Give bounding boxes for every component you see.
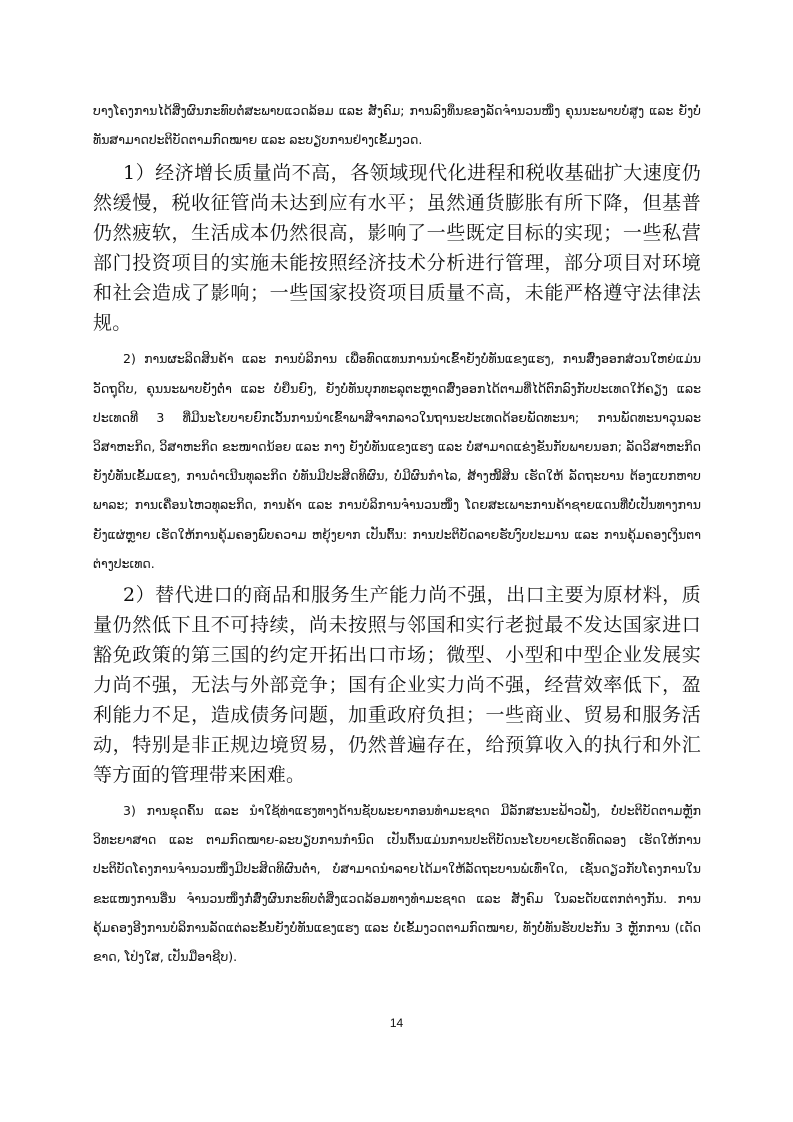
page-number: 14 (389, 1016, 404, 1030)
paragraph-lao-3: 3) ການຂຸດຄົ້ນ ແລະ ນໍາໃຊ້ທ່າແຮງທາງດ້ານຊັບພະຍາກອນທຳມະຊາດ ມີລັກສະນະຟ້າວຟັ່ງ, ບໍ່ປະຕິບັດຕາມຫຼັກວິທະຍາສາດ ແລະ ຕາມກົດໝາຍ-ລະບຽບການກຳນົດ ເປັນຕົ້ນແມ່ນການປະຕິບັດນະໂຍບາຍເຮັດທົດລອງ ເຮັດໃຫ້ການປະຕິບັດໂຄງການຈຳນວນໜຶ່ງມີປະສິດທິຜົນຕໍ່າ, ບໍ່ສາມາດນໍາລາຍໄດ້ມາໃຫ້ລັດຖະບານພໍເທົ່າໃດ, ເຊັ່ນດຽວກັບໂຄງການໃນຂະແໜງການອື່ນ ຈຳນວນໜຶ່ງກໍ່ສົ່ງຜົນກະທົບຕໍ່ສິ່ງແວດລ້ອມທາງທຳມະຊາດ ແລະ ສັງຄົມ ໃນລະດັບແຕກຕ່າງກັນ. ການຄຸ້ມຄອງອີງການບໍລິການລັດແຕ່ລະຂັ້ນຍັງບໍ່ທັນແຂງແຮງ ແລະ ບໍ່ເຂັ້ມງວດຕາມກົດໝາຍ, ທັງບໍ່ທັນຮັບປະກັນ 3 ຫຼັກການ (ເດັດຂາດ, ໂປ່ງໃສ, ເປັນມືອາຊີບ). (93, 803, 701, 965)
paragraph-chinese-2: 2）替代进口的商品和服务生产能力尚不强，出口主要为原材料，质量仍然低下且不可持续，尚未按照与邻国和实行老挝最不发达国家进口豁免政策的第三国的约定开拓出口市场；微型、小型和中型企业发展实力尚不强，无法与外部竞争；国有企业实力尚不强，经营效率低下，盈利能力不足，造成债务问题，加重政府负担；一些商业、贸易和服务活动，特别是非正规边境贸易，仍然普遍存在，给预算收入的执行和外汇等方面的管理带来困难。 (93, 584, 701, 787)
paragraph-chinese-1: 1）经济增长质量尚不高，各领域现代化进程和税收基础扩大速度仍然缓慢，税收征管尚未达到应有水平；虽然通货膨胀有所下降，但基普仍然疲软，生活成本仍然很高，影响了一些既定目标的实现；一些私营部门投资项目的实施未能按照经济技术分析进行管理，部分项目对环境和社会造成了影响；一些国家投资项目质量不高，未能严格遵守法律法规。 (93, 162, 701, 335)
page-content (93, 96, 701, 971)
paragraph-lao-2: 2) ການຜະລິດສິນຄ້າ ແລະ ການບໍລິການ ເພື່ອທົດແທນການນໍາເຂົ້າຍັງບໍ່ທັນແຂງແຮງ, ການສົ່ງອອກສ່ວນໃຫຍ່ແມ່ນວັດຖຸດິບ, ຄຸນນະພາບຍັງຕໍ່າ ແລະ ບໍ່ຍືນຍົງ, ຍັງບໍ່ທັນບຸກທະລຸຕະຫຼາດສົ່ງອອກໄດ້ຕາມທີ່ໄດ້ຕົກລົງກັບປະເທດໃກ້ຄຽງ ແລະ ປະເທດທີ 3 ທີ່ມີນະໂຍບາຍຍົກເວັ້ນການນໍາເຂົ້າພາສີຈາກລາວໃນຖານະປະເທດດ້ອຍພັດທະນາ; ການພັດທະນາວຸນລະວິສາຫະກິດ, ວິສາຫະກິດ ຂະໜາດນ້ອຍ ແລະ ກາງ ຍັງບໍ່ທັນແຂງແຮງ ແລະ ບໍ່ສາມາດແຂ່ງຂັນກັບພາຍນອກ; ລັດວິສາຫະກິດ ຍັງບໍ່ທັນເຂັ້ມແຂງ, ການດຳເນີນທຸລະກິດ ບໍ່ທັນມີປະສິດທິຜົນ, ບໍ່ມີຜົນກຳໄລ, ສ້າງໜີ້ສິນ ເຮັດໃຫ້ ລັດຖະບານ ຕ້ອງແບກຫາບພາລະ; ການເຄື່ອນໄຫວທຸລະກິດ, ການຄ້າ ແລະ ການບໍລິການຈຳນວນໜຶ່ງ ໂດຍສະເພາະການຄ້າຊາຍແດນທີ່ບໍ່ເປັນທາງການຍັງແຜ່ຫຼາຍ ເຮັດໃຫ້ການຄຸ້ມຄອງພົບຄວາມ ຫຍຸ້ງຍາກ ເປັນຕົ້ນ: ການປະຕິບັດລາຍຮັບງົບປະມານ ແລະ ການຄຸ້ມຄອງເງິນຕາຕ່າງປະເທດ. (93, 351, 701, 571)
paragraph-lao-1: ບາງໂຄງການໄດ້ສິ່ງຜົນກະທົບຕໍ່ສະພາບແວດລ້ອມ ແລະ ສັງຄົມ; ການລົງທຶນຂອງລັດຈຳນວນໜຶ່ງ ຄຸນນະພາບບໍ່ສູງ ແລະ ຍັງບໍ່ທັນສາມາດປະຕິບັດຕາມກົດໝາຍ ແລະ ລະບຽບການຢ່າງເຂັ້ມງວດ. (93, 103, 701, 148)
